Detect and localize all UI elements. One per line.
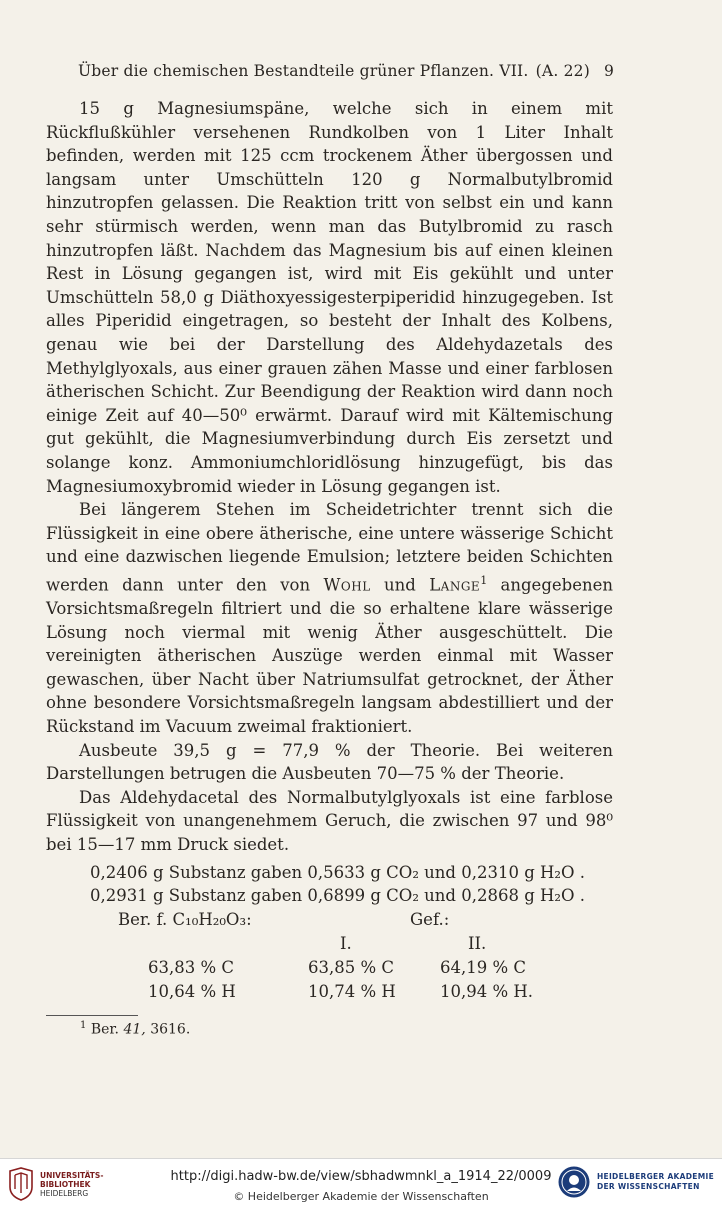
results-row-carbon bbox=[46, 956, 613, 980]
paragraph-workup bbox=[46, 498, 613, 738]
calc-carbon: 63,83 % C bbox=[148, 958, 235, 977]
found1-hydrogen: 10,74 % H bbox=[308, 982, 396, 1001]
calc-hydrogen: 10,64 % H bbox=[148, 982, 236, 1001]
header-title: Über die chemischen Bestandteile grüner Pflanzen. VII. bbox=[78, 62, 529, 80]
found2-hydrogen: 10,94 % H. bbox=[440, 982, 534, 1001]
page-number: 9 bbox=[603, 62, 614, 80]
footnote-mark: 1 bbox=[80, 1020, 87, 1031]
workup-und: und bbox=[384, 575, 416, 595]
viewer-footer bbox=[0, 1158, 722, 1210]
body-text bbox=[46, 97, 613, 908]
paragraph-synthesis: 15 g Magnesiumspäne, welche sich in einem mit Rückflußkühler versehenen Rundkolben von 1 Liter Inhalt befinden, werden mit 125 ccm trockenem Äther übergossen und langsam unter Umschütteln 120 g Normalbutylbromid hinzutropfen gelassen. Die Reaktion tritt von selbst ein und kann sehr stürmisch werden, wenn man das Butylbromid zu rasch hinzutropfen läßt. Nachdem das Magnesium bis auf einen kleinen Rest in Lösung gegangen ist, wird mit Eis gekühlt und unter Umschütteln 58,0 g Diäthoxyessigesterpiperidid hinzugegeben. Ist alles Piperidid eingetragen, so besteht der Inhalt des Kolbens, genau wie bei der Darstellung des Aldehydazetals des Methylglyoxals, aus einer grauen zähen Masse und einer farblosen ätherischen Schicht. Zur Beendigung der Reaktion wird dann noch einige Zeit auf 40—50⁰ erwärmt. Darauf wird mit Kältemischung gut gekühlt, die Magnesiumverbindung durch Eis zersetzt und solange konz. Ammoniumchloridlösung hinzugefügt, bis das Magnesiumoxybromid wieder in Lösung gegangen ist. bbox=[46, 99, 613, 496]
results-table bbox=[46, 908, 613, 1004]
found1-carbon: 63,85 % C bbox=[308, 958, 395, 977]
academy-logo-line2: DER WISSENSCHAFTEN bbox=[596, 1182, 700, 1191]
page-url-link[interactable]: http://digi.hadw-bw.de/view/sbhadwmnkl_a_1914_22/0009 bbox=[170, 1169, 552, 1184]
calculated-label: Ber. f. C₁₀H₂₀O₃: bbox=[118, 910, 252, 929]
paragraph-properties: Das Aldehydacetal des Normalbutylglyoxals ist eine farblose Flüssigkeit von unangenehmem Geruch, die zwischen 97 und 98⁰ bei 15—17 mm Druck siedet. bbox=[46, 787, 613, 854]
results-header-row bbox=[46, 908, 613, 932]
footnote-ref-prefix: Ber. bbox=[90, 1021, 120, 1038]
footnote-page: 3616. bbox=[150, 1021, 191, 1038]
author-lange: Lange bbox=[429, 575, 481, 595]
results-row-hydrogen bbox=[46, 980, 613, 1004]
workup-text-end: angegebenen Vorsichtsmaßregeln filtriert und die so erhaltene klare wässerige Lösung noch viermal mit wenig Äther ausgeschüttelt. Die vereinigten ätherischen Auszüge werden einmal mit Wasser gewaschen, über Nacht über Natriumsulfat getrocknet, der Äther ohne besondere Vorsichtsmaßregeln langsam abdestilliert und der Rückstand im Vacuum zweimal fraktioniert. bbox=[46, 575, 613, 736]
footnote-volume: 41, bbox=[123, 1021, 146, 1038]
column-label-2: II. bbox=[468, 934, 487, 953]
analysis-line-2: 0,2931 g Substanz gaben 0,6899 g CO₂ und 0,2868 g H₂O . bbox=[90, 886, 586, 906]
library-logo-line2: BIBLIOTHEK bbox=[40, 1179, 91, 1189]
copyright-notice: © Heidelberger Akademie der Wissenschaften bbox=[233, 1190, 489, 1203]
footnote-reference: 1 bbox=[480, 573, 488, 587]
found-label: Gef.: bbox=[410, 910, 450, 929]
header-ref: (A. 22) bbox=[535, 62, 590, 80]
footnote-divider bbox=[46, 1015, 138, 1016]
author-wohl: Wohl bbox=[323, 575, 371, 595]
elemental-analysis bbox=[46, 861, 613, 908]
academy-logo-line1: HEIDELBERGER AKADEMIE bbox=[596, 1172, 714, 1181]
academy-logo[interactable] bbox=[557, 1165, 714, 1199]
academy-seal-icon bbox=[557, 1165, 591, 1199]
results-column-row bbox=[46, 932, 613, 956]
column-label-1: I. bbox=[340, 934, 352, 953]
footnote bbox=[80, 1020, 190, 1038]
paragraph-yield: Ausbeute 39,5 g = 77,9 % der Theorie. Bei weiteren Darstellungen betrugen die Ausbeuten 70—75 % der Theorie. bbox=[46, 740, 613, 784]
running-header bbox=[78, 62, 614, 80]
found2-carbon: 64,19 % C bbox=[440, 958, 527, 977]
library-logo-line3: HEIDELBERG bbox=[40, 1188, 89, 1198]
workup-text-start: Bei längerem Stehen im Scheidetrichter trennt sich die Flüssigkeit in eine obere ätherische, eine untere wässerige Schicht und eine dazwischen liegende Emulsion; letztere beiden Schichten werden dann unter den von bbox=[46, 500, 613, 595]
library-logo-line1: UNIVERSITÄTS- bbox=[40, 1170, 104, 1180]
analysis-line-1: 0,2406 g Substanz gaben 0,5633 g CO₂ und 0,2310 g H₂O . bbox=[90, 862, 586, 882]
